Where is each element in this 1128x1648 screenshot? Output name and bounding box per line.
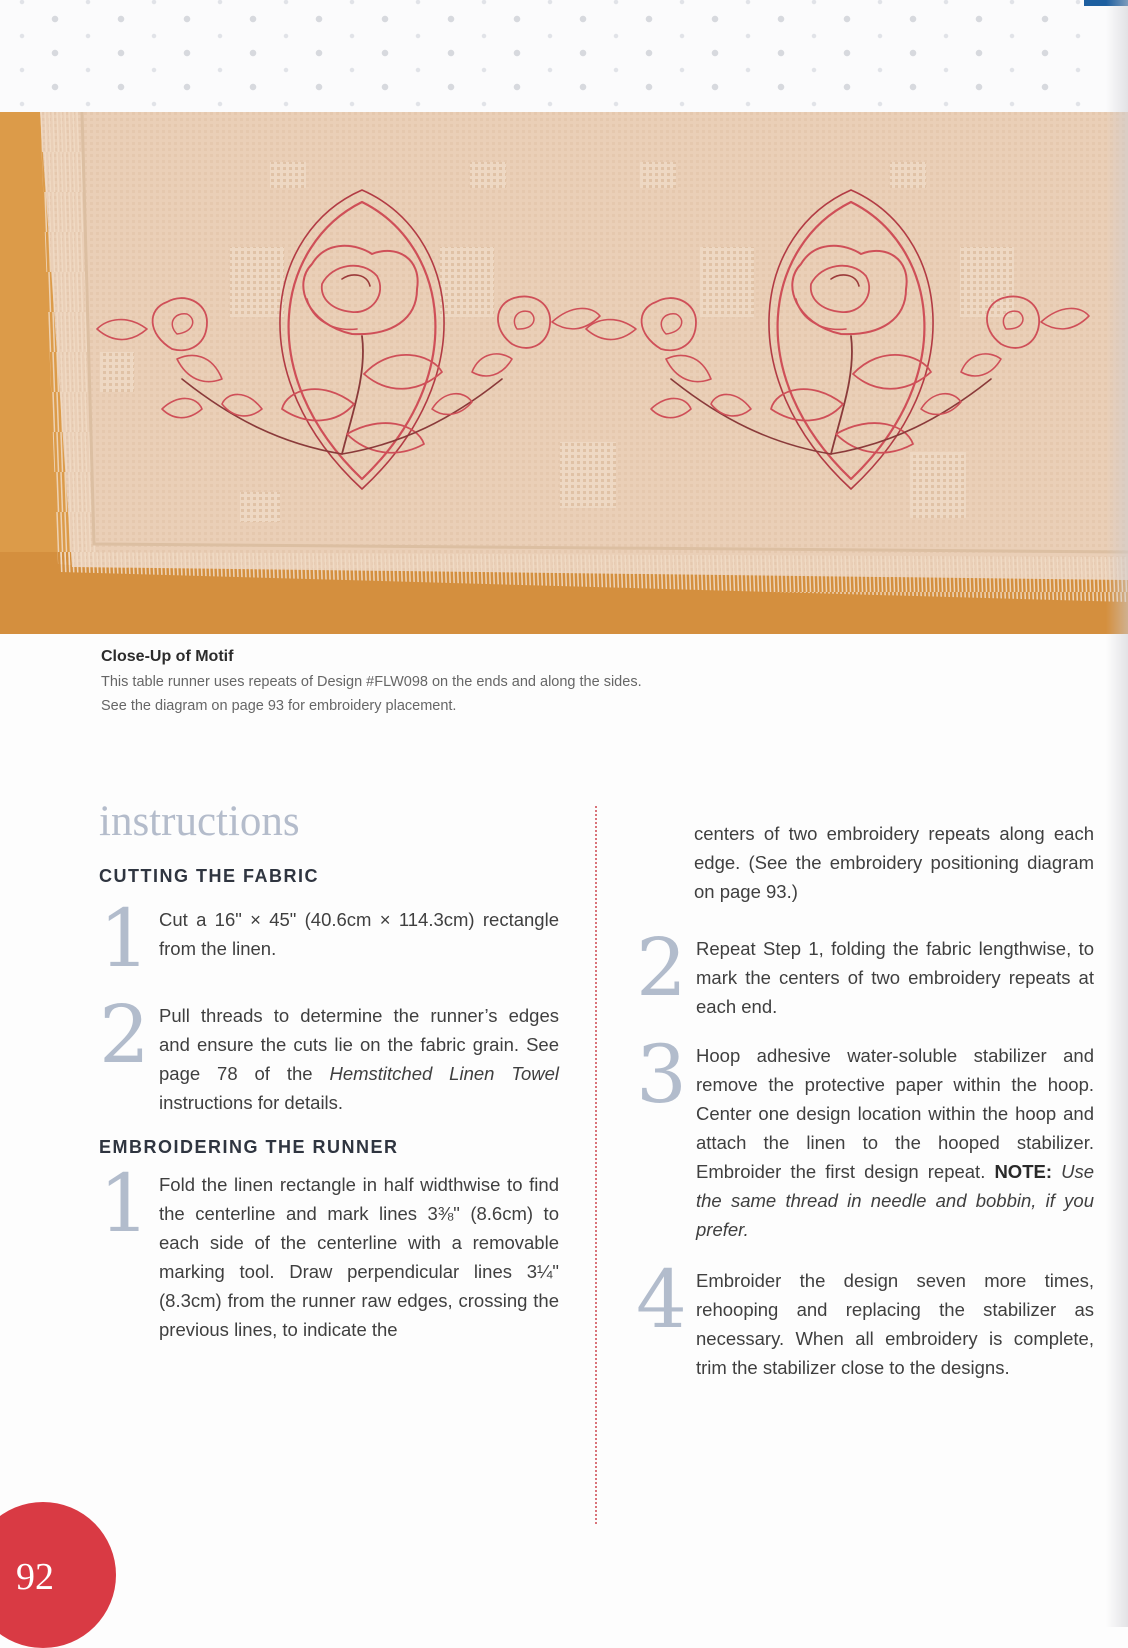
table-runner-photo [0,112,1128,634]
step-text: Pull threads to determine the runner’s edges and ensure the cuts lie on the fabric grain. See page 78 of the Hemstitched Linen Towel instructions for details. [159,1005,559,1113]
cutting-heading: CUTTING THE FABRIC [99,866,319,886]
cutting-step-2 [99,988,559,1117]
embroidering-step-3 [636,1028,1094,1244]
embroidering-step-2 [636,921,1094,1021]
caption-title: Close-Up of Motif [101,648,234,665]
embroidered-motif-image [0,112,1128,634]
note-label: NOTE: [994,1161,1052,1182]
step-text: Embroider the design seven more times, rehooping and replacing the stabilizer as necessary. When all embroidery is complete, trim the stabilizer close to the designs. [696,1270,1094,1378]
step-number: 1 [99,1157,150,1250]
towel-project-title: Hemstitched Linen Towel [329,1063,559,1084]
embroidering-step-1-continued: centers of two embroidery repeats along each edge. (See the embroidery positioning diagram on page 93.) [694,823,1094,902]
instructions-heading: instructions [99,798,300,845]
page-edge-shadow [1106,0,1128,1627]
instructions-right-column [636,819,1094,1382]
page-number: 92 [16,1556,54,1598]
step-number: 2 [99,988,150,1081]
column-divider [595,806,597,1524]
step-text: Hoop adhesive water-soluble stabilizer and remove the protective paper within the hoop. Center one design location within the hoop and attach the linen to the hooped stabilizer. Embroider the first design repeat. NOTE: Use the same thread in needle and bobbin, if you prefer. [696,1045,1094,1240]
step-number: 1 [99,892,150,985]
step-text: Repeat Step 1, folding the fabric lengthwise, to mark the centers of two embroidery repeats at each end. [696,938,1094,1017]
caption-line-2: See the diagram on page 93 for embroidery placement. [101,698,457,714]
note-text: Use the same thread in needle and bobbin, if you prefer. [696,1161,1094,1240]
dotted-header-band [0,0,1128,112]
cutting-step-1 [99,892,559,985]
embroidering-step-1 [99,1157,559,1344]
step-number: 3 [636,1028,687,1121]
embroidering-step-4 [636,1253,1094,1382]
caption-line-1: This table runner uses repeats of Design #FLW098 on the ends and along the sides. [101,674,642,690]
step-number: 2 [636,921,687,1014]
step-number: 4 [636,1253,687,1346]
instructions-left-column [99,800,559,1344]
photo-caption [101,648,801,721]
step-text: Cut a 16" × 45" (40.6cm × 114.3cm) rectangle from the linen. [159,909,559,959]
step-text: Fold the linen rectangle in half widthwise to find the centerline and mark lines 3⅜" (8.6cm) to each side of the centerline with a removable marking tool. Draw perpendicular lines 3¼" (8.3cm) from the runner raw edges, crossing the previous lines, to indicate the [159,1174,559,1340]
embroidering-heading: EMBROIDERING THE RUNNER [99,1137,399,1157]
